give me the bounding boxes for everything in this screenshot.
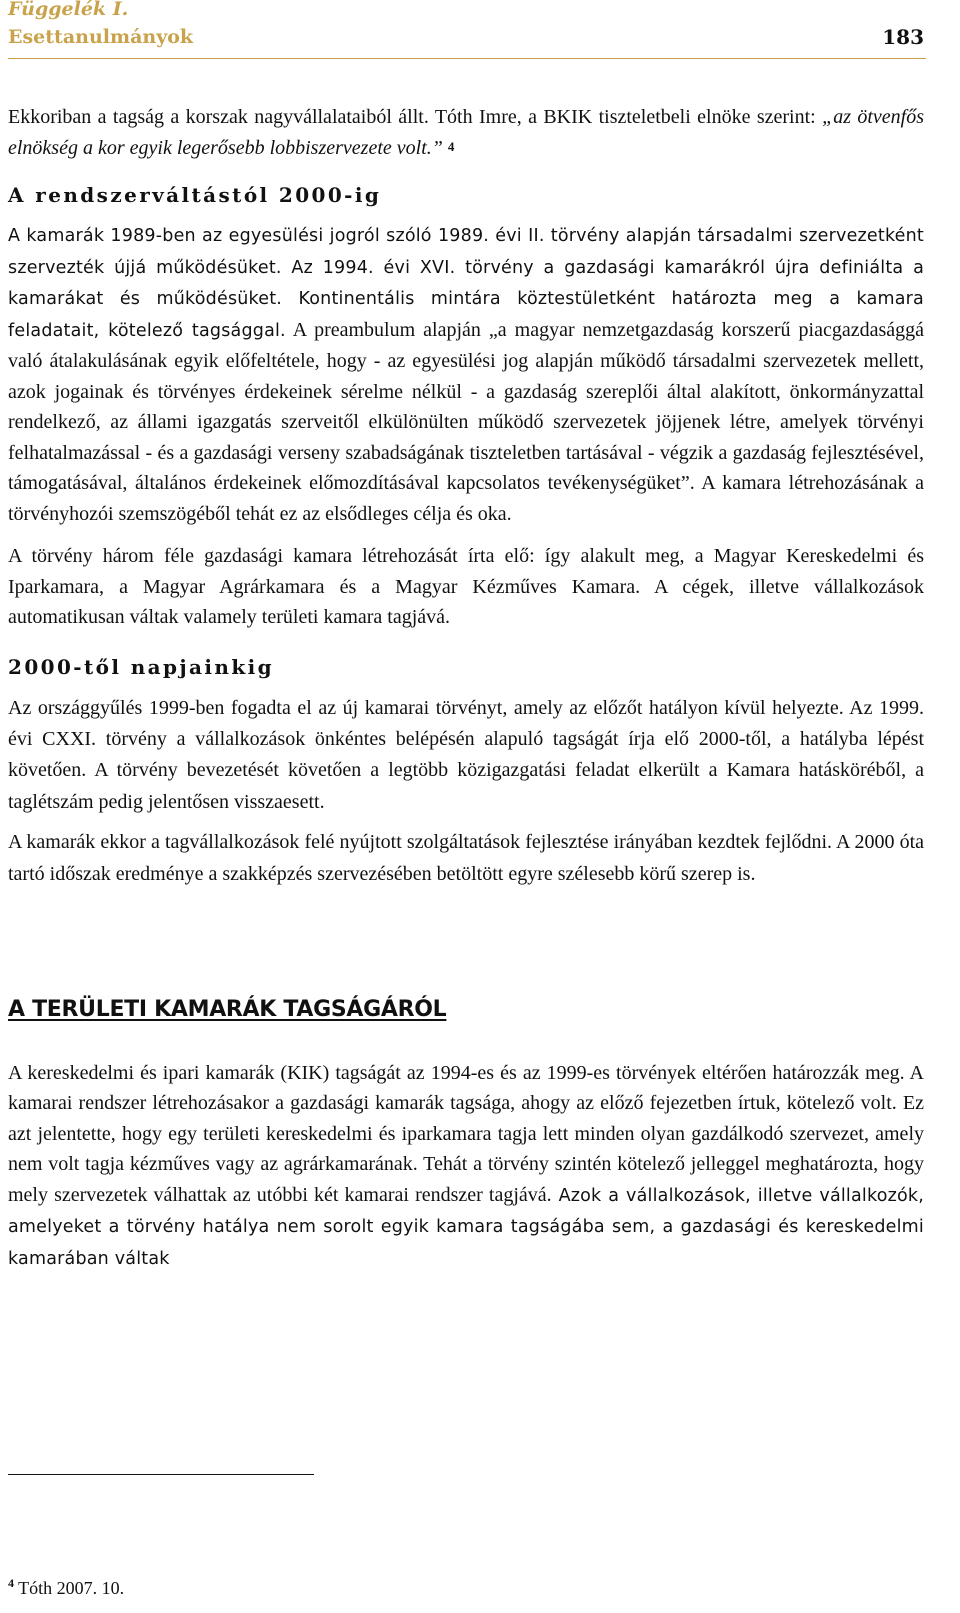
footnote-number: 4 xyxy=(8,1576,14,1590)
main-content xyxy=(8,102,924,1274)
paragraph-kik-membership xyxy=(8,1058,924,1275)
paragraph-text-sans: A kamarák 1989-ben az egyesülési jogról szóló 1989. évi II. törvény alapján társadalmi szervezetként szervezték újjá működésüket. Az 1994. évi XVI. törvény a gazdasági kamarákról újra definiálta a kamarákat és működésüket. Kontinentális mintára köztestületként határozta meg a kamara feladatait, kötelező tagsággal. xyxy=(8,226,924,341)
section-heading-regime-change: A rendszerváltástól 2000-ig xyxy=(8,183,382,207)
paragraph-text: A preambulum alapján „a magyar nemzetgazdaság korszerű piacgazdasággá való átalakulásának egyik előfeltétele, hogy - az egyesülési jog alapján működő társadalmi szervezetek mellett, azok jogainak és törvényes érdekeinek sérelme nélkül - a gazdaság szereplői által alakított, önkormányzattal rendelkező, az állami igazgatás szerveitől elkülönülten működő szervezetek jöjjenek létre, amelyek törvényi felhatalmazással - és a gazdasági verseny szabadságának tiszteletben tartásával - végzik a gazdaság fejlesztésével, támogatásával, általános érdekeinek előmozdításával kapcsolatos tevékenységüket”. A kamara létrehozásának a törvényhozói szemszögéből tehát ez az elsődleges célja és oka. xyxy=(8,318,925,525)
footnote xyxy=(8,1578,124,1599)
page-header xyxy=(8,0,926,59)
footnote-text: Tóth 2007. 10. xyxy=(14,1578,125,1598)
paragraph-text: A kereskedelmi és ipari kamarák (KIK) tagságát az 1994-es és az 1999-es törvények eltérően határozzák meg. A kamarai rendszer létrehozásakor a gazdasági kamarák tagsága, ahogy az előző fejezetben írtuk, kötelező volt. Ez azt jelentette, hogy egy területi kereskedelmi és iparkamara tagja lett minden olyan gazdálkodó szervezet, amely nem volt tagja kézműves vagy az agrárkamarának. Tehát a törvény szintén kötelező jelleggel meghatározta, hogy mely szervezetek válhattak az utóbbi két kamarai rendszer tagjává. xyxy=(8,1061,924,1206)
paragraph-text-sans: Azok a vállalkozások, illetve vállalkozók, amelyeket a törvény hatálya nem sorolt egyik kamara tagságába sem, a gazdasági és kereskedelmi kamarában váltak xyxy=(8,1185,924,1269)
paragraph-text: Ekkoriban a tagság a korszak nagyvállalataiból állt. Tóth Imre, a BKIK tiszteletbeli elnöke szerint: xyxy=(8,106,823,128)
section-heading-2000-onwards: 2000-től napjainkig xyxy=(8,654,274,679)
header-section-title: Esettanulmányok xyxy=(8,26,194,48)
footnote-separator xyxy=(8,1474,314,1475)
header-appendix-label: Függelék I. xyxy=(8,0,129,20)
footnote-reference[interactable]: 4 xyxy=(447,139,455,154)
page-number: 183 xyxy=(882,25,924,49)
chapter-heading-membership: A TERÜLETI KAMARÁK TAGSÁGÁRÓL xyxy=(8,996,447,1022)
paragraph-three-chambers: A törvény három féle gazdasági kamara létrehozását írta elő: így alakult meg, a Magyar Kereskedelmi és Iparkamara, a Magyar Agrárkamara és a Magyar Kézműves Kamara. A cégek, illetve vállalkozások automatikusan váltak valamely területi kamara tagjává. xyxy=(8,545,924,628)
paragraph-1989-law xyxy=(8,220,924,529)
paragraph-membership-history xyxy=(8,102,924,164)
quotation: „az ötvenfős elnökség a kor egyik legerősebb lobbiszervezete volt.” xyxy=(8,106,925,159)
paragraph-services: A kamarák ekkor a tagvállalkozások felé nyújtott szolgáltatások fejlesztése irányában kezdtek fejlődni. A 2000 óta tartó időszak eredménye a szakképzés szervezésében betöltött egyre szélesebb körű szerep is. xyxy=(8,831,924,885)
paragraph-1999-law: Az országgyűlés 1999-ben fogadta el az új kamarai törvényt, amely az előzőt hatályon kívül helyezte. Az 1999. évi CXXI. törvény a vállalkozások önkéntes belépésén alapuló tagságát írja elő 2000-től, a hatályba lépést követően. A törvény bevezetését követően a legtöbb közigazgatási feladat elkerült a Kamara hatásköréből, a taglétszám pedig jelentősen visszaesett. xyxy=(8,696,924,813)
